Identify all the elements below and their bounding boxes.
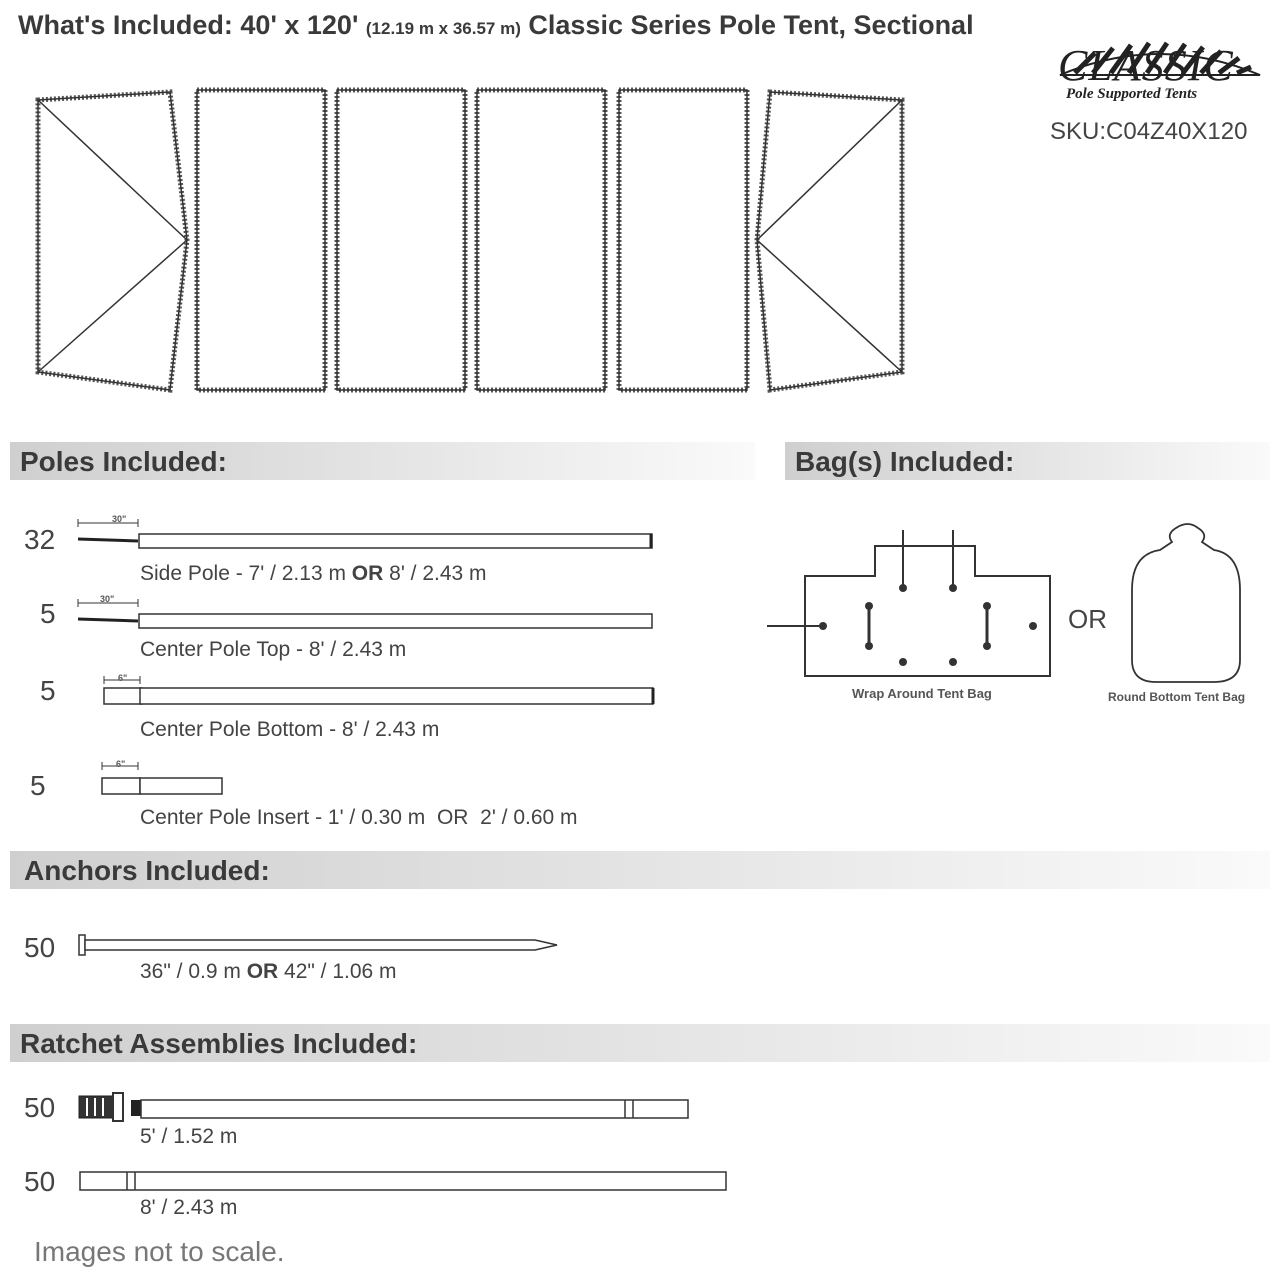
center-pole-bottom-label: Center Pole Bottom - 8' / 2.43 m (140, 718, 440, 741)
center-pole-top-dim: 30" (100, 594, 115, 604)
round-bottom-tent-bag-drawing (1128, 520, 1248, 690)
round-bag-caption: Round Bottom Tent Bag (1108, 690, 1246, 704)
anchor-label: 36" / 0.9 m OR 42" / 1.06 m (140, 960, 397, 983)
center-pole-top-label: Center Pole Top - 8' / 2.43 m (140, 638, 407, 661)
logo-wordmark: CLASSIC (1058, 41, 1234, 90)
scale-disclaimer: Images not to scale. (34, 1236, 285, 1267)
ratchet-5ft-label: 5' / 1.52 m (140, 1125, 238, 1148)
center-pole-bottom-quantity: 5 (40, 675, 56, 706)
tent-mid-section-1 (197, 90, 325, 390)
bags-or-label: OR (1068, 604, 1107, 634)
page-title (18, 10, 974, 41)
side-pole-dim: 30" (112, 514, 127, 524)
logo-tagline: Pole Supported Tents (1066, 86, 1198, 102)
title-product: Classic Series Pole Tent, Sectional (528, 10, 974, 40)
tent-end-right (757, 92, 902, 390)
section-header-anchors: Anchors Included: (10, 851, 1270, 889)
center-pole-top-quantity: 5 (40, 598, 56, 629)
center-pole-insert-quantity: 5 (30, 770, 46, 801)
ratchet-8ft-label: 8' / 2.43 m (140, 1196, 238, 1219)
center-pole-insert-label: Center Pole Insert - 1' / 0.30 m OR 2' / 0.60 m (140, 806, 578, 829)
ratchet-8ft-quantity: 50 (24, 1166, 56, 1197)
tent-mid-section-3 (477, 90, 605, 390)
side-pole-quantity: 32 (24, 524, 56, 555)
center-pole-insert-dim: 6" (116, 759, 126, 769)
section-header-ratchets: Ratchet Assemblies Included: (10, 1024, 1270, 1062)
title-dimensions: What's Included: 40' x 120' (18, 10, 359, 40)
tent-sectional-diagram (30, 80, 930, 400)
tent-mid-section-2 (337, 90, 465, 390)
sku-label: SKU:C04Z40X120 (1050, 118, 1248, 145)
center-pole-bottom-drawing (100, 674, 700, 714)
side-pole-label: Side Pole - 7' / 2.13 m OR 8' / 2.43 m (140, 562, 487, 585)
section-header-bags: Bag(s) Included: (785, 442, 1270, 480)
side-pole-drawing (75, 515, 675, 555)
ratchet-8ft-drawing (75, 1168, 735, 1198)
ratchet-5ft-drawing (75, 1090, 695, 1130)
section-header-poles: Poles Included: (10, 442, 755, 480)
center-pole-bottom-dim: 6" (118, 673, 128, 683)
tent-end-left (38, 92, 187, 390)
ratchet-5ft-quantity: 50 (24, 1092, 56, 1123)
wrap-around-tent-bag-drawing (765, 530, 1065, 680)
center-pole-top-drawing (75, 595, 675, 635)
anchor-stake-drawing (75, 932, 575, 962)
tent-mid-section-4 (619, 90, 747, 390)
title-metric: (12.19 m x 36.57 m) (365, 19, 521, 38)
wrap-bag-caption: Wrap Around Tent Bag (852, 686, 992, 701)
anchor-quantity: 50 (24, 932, 56, 963)
